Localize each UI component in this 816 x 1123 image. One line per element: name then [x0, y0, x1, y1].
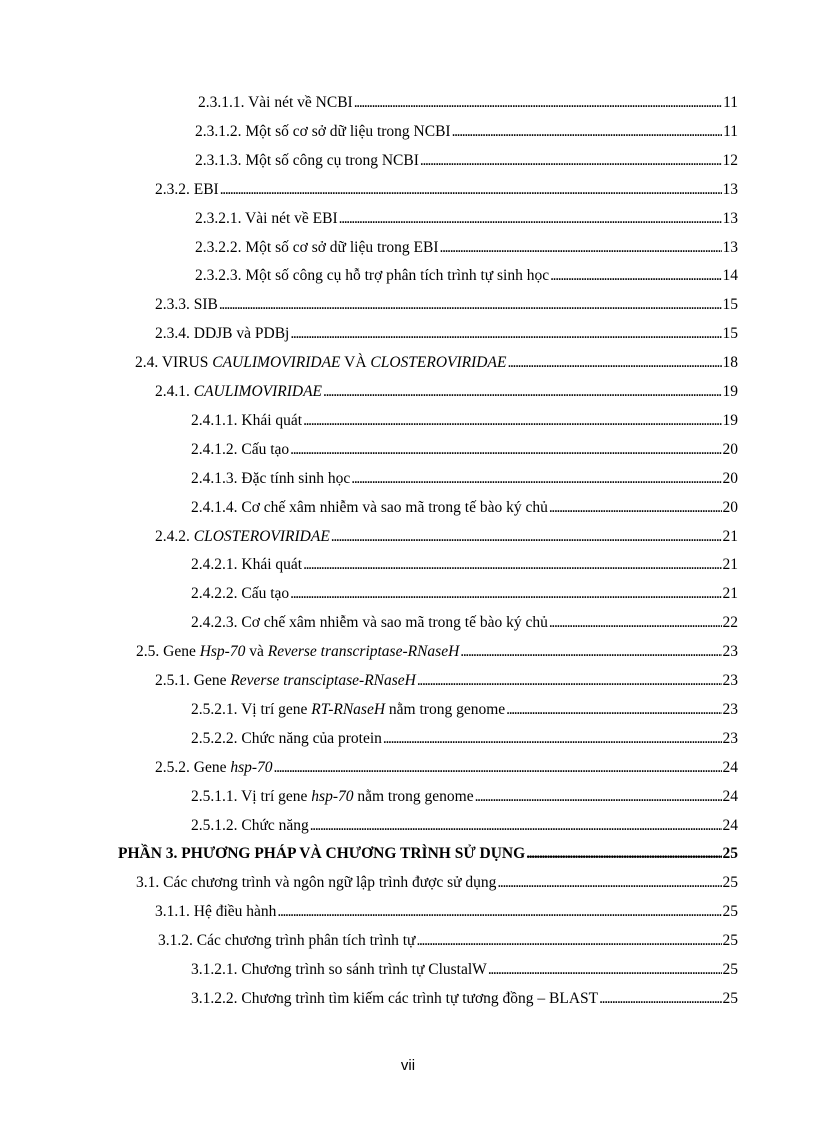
toc-entry-number: 2.5.2.1. [191, 700, 238, 718]
toc-entry-text: Reverse transciptase-RNaseH [230, 672, 416, 689]
dot-leader [416, 930, 721, 952]
toc-entry-page: 21 [722, 585, 738, 603]
toc-entry-page: 21 [722, 556, 738, 574]
toc-entry-text: nằm trong genome [353, 787, 474, 805]
dot-leader [488, 959, 722, 981]
toc-entry-text: Hsp-70 [199, 643, 246, 661]
toc-entry-text: Cơ chế xâm nhiễm và sao mã trong tế bào ký chủ [241, 498, 548, 516]
toc-entry-title [191, 815, 309, 837]
toc-entry-text: Vài nét về NCBI [248, 94, 353, 111]
toc-entry-number: 2.4.2. [155, 527, 190, 545]
toc-entry [191, 554, 738, 576]
toc-entry-title [195, 208, 338, 230]
toc-entry-text: Các chương trình phân tích trình tự [196, 932, 416, 950]
dot-leader [303, 554, 721, 576]
dot-leader [549, 497, 722, 519]
toc-entry-number: 2.5.2.2. [191, 729, 238, 747]
toc-entry-title [195, 237, 439, 259]
toc-entry-page: 25 [722, 961, 738, 978]
toc-entry-title [191, 554, 302, 576]
toc-entry-text: RT-RNaseH [311, 700, 386, 718]
dot-leader [274, 757, 722, 779]
toc-entry-number: 2.3.2.3. [195, 267, 242, 285]
dot-leader [497, 872, 721, 894]
dot-leader [440, 237, 722, 259]
toc-entry-page: 23 [722, 643, 738, 661]
toc-entry-text: Một số cơ sở dữ liệu trong EBI [245, 238, 439, 256]
toc-entry-text: Cấu tạo [241, 585, 290, 603]
toc-entry [118, 843, 738, 865]
toc-entry-text: CAULIMOVIRIDAE [212, 354, 341, 372]
toc-entry-text: SIB [193, 296, 218, 314]
toc-entry-page: 19 [722, 383, 738, 400]
toc-entry [135, 352, 738, 374]
toc-entry-page: 25 [722, 874, 738, 892]
toc-entry-text: CLOSTEROVIRIDAE [193, 527, 330, 545]
toc-entry-text: EBI [193, 180, 219, 198]
toc-entry [155, 323, 738, 345]
toc-entry [191, 583, 738, 605]
toc-entry-title [191, 410, 302, 432]
toc-entry [195, 150, 738, 172]
toc-entry-number: 2.4.2.1. [191, 556, 238, 574]
toc-entry [155, 901, 738, 923]
toc-entry-page: 14 [722, 267, 738, 285]
toc-entry-number: PHẦN 3. [118, 845, 178, 863]
toc-entry-title [198, 92, 353, 114]
toc-entry-text: CAULIMOVIRIDAE [193, 383, 323, 400]
toc-entry-text: Khái quát [241, 556, 303, 574]
toc-entry-number: 2.4.2.2. [191, 585, 238, 603]
toc-entry-number: 2.3.1.1. [198, 94, 245, 111]
dot-leader [290, 323, 721, 345]
toc-entry-page: 20 [722, 440, 738, 458]
toc-entry-page: 23 [722, 672, 738, 689]
dot-leader [550, 265, 721, 287]
toc-entry-text: Hệ điều hành [193, 903, 277, 921]
toc-entry-title [191, 959, 487, 981]
toc-entry-title [191, 612, 548, 634]
toc-entry-number: 2.5.1.1. [191, 787, 238, 805]
toc-entry-page: 13 [722, 238, 738, 256]
toc-entry-page: 20 [722, 498, 738, 516]
toc-entry [195, 237, 738, 259]
toc-entry-page: 20 [722, 469, 738, 487]
toc-entry-page: 19 [722, 411, 738, 429]
toc-entry-page: 15 [722, 296, 738, 314]
dot-leader [383, 728, 722, 750]
toc-entry-page: 11 [723, 94, 738, 111]
toc-entry-number: 2.3.2. [155, 180, 190, 198]
toc-entry [191, 959, 738, 981]
toc-entry-page: 25 [722, 903, 738, 921]
toc-entry-number: 2.5.1. [155, 672, 190, 689]
toc-entry-text: Một số công cụ trong NCBI [245, 151, 419, 169]
toc-entry-page: 25 [722, 989, 738, 1007]
dot-leader [506, 699, 721, 721]
toc-entry-title [191, 439, 289, 461]
toc-entry-text: Gene [193, 672, 231, 689]
dot-leader [599, 988, 721, 1010]
toc-entry [195, 208, 738, 230]
toc-entry [136, 641, 738, 663]
toc-entry-title [191, 988, 598, 1010]
dot-leader [277, 901, 721, 923]
toc-entry-number: 3.1.2.1. [191, 961, 238, 978]
dot-leader [507, 352, 721, 374]
toc-entry-title [191, 728, 382, 750]
toc-entry-title [191, 468, 350, 490]
toc-entry-page: 24 [722, 758, 738, 776]
dot-leader [220, 179, 722, 201]
toc-entry [191, 988, 738, 1010]
toc-entry-number: 2.4. [135, 354, 159, 372]
toc-entry-number: 2.4.1. [155, 383, 190, 400]
toc-entry-title [155, 323, 289, 345]
dot-leader [549, 612, 722, 634]
toc-entry-title [155, 526, 330, 548]
toc-entry-page: 23 [722, 729, 738, 747]
toc-entry-number: 2.3.4. [155, 325, 190, 343]
dot-leader [452, 121, 722, 143]
toc-entry-number: 2.4.1.4. [191, 498, 238, 516]
toc-entry-number: 3.1.1. [155, 903, 190, 921]
toc-entry [191, 497, 738, 519]
dot-leader [310, 815, 722, 837]
dot-leader [475, 786, 722, 808]
toc-entry-page: 25 [722, 932, 738, 950]
toc-entry-page: 22 [722, 614, 738, 632]
toc-entry-text: Vài nét về EBI [245, 209, 338, 227]
toc-entry-number: 2.3.2.1. [195, 209, 242, 227]
toc-entry [155, 294, 738, 316]
toc-entry [191, 815, 738, 837]
toc-entry-title [136, 872, 496, 894]
toc-entry-text: Cơ chế xâm nhiễm và sao mã trong tế bào ký chủ [241, 614, 548, 632]
toc-entry-page: 21 [722, 527, 738, 545]
dot-leader [323, 381, 721, 403]
dot-leader [339, 208, 722, 230]
toc-entry [191, 786, 738, 808]
toc-entry-page: 13 [722, 180, 738, 198]
toc-entry-title [195, 150, 419, 172]
page-number: vii [400, 1057, 416, 1074]
toc-entry-text: Khái quát [241, 411, 303, 429]
toc-entry-text: Gene [163, 643, 200, 661]
dot-leader [354, 92, 722, 114]
toc-entry-title [155, 901, 276, 923]
toc-entry-number: 2.4.1.3. [191, 469, 238, 487]
toc-entry [191, 612, 738, 634]
toc-entry-number: 2.3.1.3. [195, 151, 242, 169]
toc-entry-text: Các chương trình và ngôn ngữ lập trình được sử dụng [163, 874, 497, 892]
toc-entry-text: Chức năng [241, 816, 309, 834]
toc-entry [191, 468, 738, 490]
toc-entry-page: 12 [722, 151, 738, 169]
toc-entry-title [191, 786, 474, 808]
toc-entry-title [155, 670, 416, 692]
toc-entry-text: Đặc tính sinh học [241, 469, 351, 487]
toc-entry-text: CLOSTEROVIRIDAE [370, 354, 507, 372]
toc-entry [155, 670, 738, 692]
toc-entry-title [118, 843, 525, 865]
toc-entry-title [191, 699, 505, 721]
toc-entry-text: VÀ [340, 354, 371, 372]
toc-entry-title [191, 497, 548, 519]
toc-entry [155, 381, 738, 403]
toc-entry-title [191, 583, 289, 605]
toc-entry-title [136, 641, 459, 663]
dot-leader [420, 150, 722, 172]
toc-entry-title [155, 757, 273, 779]
toc-entry [191, 699, 738, 721]
toc-entry-number: 3.1. [136, 874, 160, 892]
toc-entry-text: VIRUS [161, 354, 213, 372]
toc-entry-number: 2.5.1.2. [191, 816, 238, 834]
toc-entry-title [155, 179, 219, 201]
toc-entry-text: Vị trí gene [241, 787, 312, 805]
toc-entry-text: Chương trình so sánh trình tự ClustalW [241, 961, 487, 978]
toc-entry-number: 3.1.2.2. [191, 989, 238, 1007]
toc-entry-number: 2.5.2. [155, 758, 190, 776]
toc-entry-text: Một số công cụ hỗ trợ phân tích trình tự sinh học [245, 267, 550, 285]
toc-entry-page: 25 [722, 845, 738, 863]
dot-leader [460, 641, 721, 663]
toc-entry [155, 179, 738, 201]
dot-leader [219, 294, 722, 316]
toc-entry-text: DDJB và PDBj [193, 325, 290, 343]
toc-entry-number: 2.4.2.3. [191, 614, 238, 632]
toc-entry-title [158, 930, 415, 952]
toc-entry [155, 757, 738, 779]
toc-entry-text: Cấu tạo [241, 440, 290, 458]
toc-entry-text: Vị trí gene [241, 700, 312, 718]
toc-entry [136, 872, 738, 894]
toc-entry-number: 3.1.2. [158, 932, 193, 950]
dot-leader [526, 843, 721, 865]
toc-entry-title [155, 381, 322, 403]
toc-entry-number: 2.3.3. [155, 296, 190, 314]
toc-entry [195, 265, 738, 287]
toc-entry-number: 2.4.1.2. [191, 440, 238, 458]
toc-entry-number: 2.4.1.1. [191, 411, 238, 429]
toc-entry-page: 23 [722, 700, 738, 718]
toc-entry-text: Một số cơ sở dữ liệu trong NCBI [245, 122, 451, 140]
toc-entry-title [195, 121, 451, 143]
dot-leader [303, 410, 721, 432]
dot-leader [351, 468, 721, 490]
toc-entry-text: nằm trong genome [385, 700, 506, 718]
toc-entry-title [195, 265, 549, 287]
toc-entry [191, 410, 738, 432]
toc-entry-text: và [245, 643, 268, 661]
toc-entry [155, 526, 738, 548]
toc-entry [158, 930, 738, 952]
toc-entry-page: 24 [722, 787, 738, 805]
toc-entry [191, 439, 738, 461]
toc-entry-title [135, 352, 506, 374]
toc-entry-page: 24 [722, 816, 738, 834]
toc-entry-text: PHƯƠNG PHÁP VÀ CHƯƠNG TRÌNH SỬ DỤNG [181, 845, 526, 863]
dot-leader [417, 670, 722, 692]
toc-entry-number: 2.3.2.2. [195, 238, 242, 256]
toc-entry [195, 121, 738, 143]
toc-entry-title [155, 294, 218, 316]
dot-leader [290, 439, 721, 461]
toc-entry-text: Gene [193, 758, 231, 776]
toc-entry-text: hsp-70 [311, 787, 354, 805]
toc-entry-number: 2.5. [136, 643, 160, 661]
toc-entry-text: Reverse transcriptase-RNaseH [267, 643, 460, 661]
toc-entry [191, 728, 738, 750]
dot-leader [331, 526, 722, 548]
toc-entry-text: Chức năng của protein [241, 729, 382, 747]
toc-entry-page: 15 [722, 325, 738, 343]
toc-entry-text: hsp-70 [230, 758, 273, 776]
toc-entry-page: 13 [722, 209, 738, 227]
dot-leader [290, 583, 721, 605]
toc-entry [198, 92, 738, 114]
toc-entry-page: 18 [722, 354, 738, 372]
toc-entry-number: 2.3.1.2. [195, 122, 242, 140]
toc-entry-page: 11 [723, 122, 738, 140]
toc-entry-text: Chương trình tìm kiếm các trình tự tương đồng – BLAST [241, 989, 599, 1007]
